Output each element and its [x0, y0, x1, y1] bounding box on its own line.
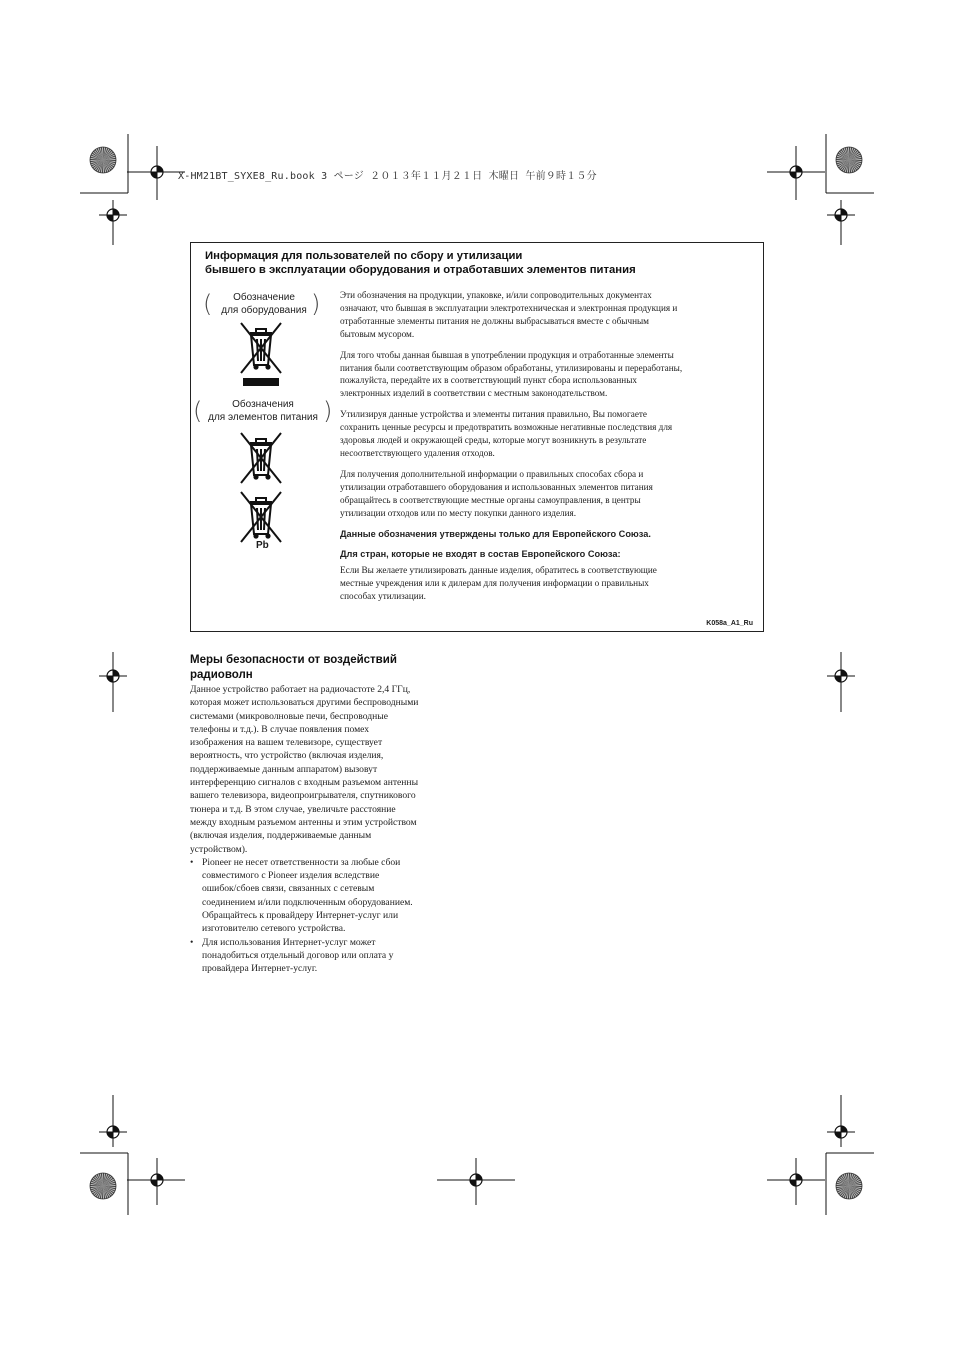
- registration-crosshair-icon: [827, 201, 855, 229]
- disposal-box-title: Информация для пользователей по сбору и утилизации бывшего в эксплуатации оборудования и отработавших элементов питания: [205, 250, 636, 276]
- registration-crosshair-icon: [782, 1166, 810, 1194]
- paragraph: Утилизируя данные устройства и элементы питания правильно, Вы помогаете сохранить ценные ресурсы и предотвратить возможные негативные последствия для здоровья людей и окружающей среды, которые могут возникнуть в результате несоответствующего удаления отходов.: [340, 409, 673, 458]
- non-eu-text: Если Вы желаете утилизировать данные изделия, обратитесь в соответствующие местные учреждения или к дилерам для получения информации о правильных способах утилизации.: [340, 565, 657, 602]
- registration-crosshair-icon: [462, 1166, 490, 1194]
- body-paragraph: Данное устройство работает на радиочастоте 2,4 ГГц, которая может использоваться другими беспроводными системами (микроволновые печи, беспроводные телефоны и т.д.). В случае появления помех изображения на вашем телевизоре, существует вероятность, что устройство (включая изделия, поддерживаемые данным аппаратом) вызовут интерференцию сигналов с входным разъемом антенны вашего телевизора, видеопроигрывателя, спутникового тюнера и т.д. В этом случае, увеличьте расстояние между входным разъемом антенны и этим устройством (включая изделия, поддерживаемые данным устройством).: [190, 684, 419, 855]
- registration-crosshair-icon: [99, 662, 127, 690]
- right-paren: ): [323, 397, 333, 425]
- registration-crosshair-icon: [827, 662, 855, 690]
- color-wheel-icon: [90, 1173, 116, 1199]
- paragraph: Для того чтобы данная бывшая в употреблении продукция и отработанные элементы питания были соответствующим образом обработаны, утилизированы и переработаны, пожалуйста, передайте их в соответствующий пункт сбора использованных электронных изделий в соответствии с местным законодательством.: [340, 349, 683, 399]
- radio-section-body: [190, 683, 460, 976]
- equipment-symbol-caption: Обозначение для оборудования: [221, 292, 307, 316]
- disposal-box-text: [340, 289, 752, 611]
- bullet-item: • Для использования Интернет-услуг может понадобиться отдельный договор или оплата у провайдера Интернет-услуг.: [190, 936, 394, 975]
- section-title: Меры безопасности от воздействий радиоволн: [190, 654, 397, 681]
- pb-label: Pb: [256, 540, 269, 551]
- registration-crosshair-icon: [143, 1166, 171, 1194]
- print-file-info: X-HM21BT_SYXE8_Ru.book 3 ページ ２０１３年１１月２１日 木曜日 午前９時１５分: [178, 171, 597, 182]
- right-paren: ): [311, 290, 321, 318]
- registration-crosshair-icon: [827, 1118, 855, 1146]
- battery-symbol-caption: Обозначения для элементов питания: [208, 399, 318, 423]
- registration-crosshair-icon: [143, 158, 171, 186]
- color-wheel-icon: [836, 1173, 862, 1199]
- eu-note: Данные обозначения утверждены только для Европейского Союза.: [340, 528, 651, 539]
- non-eu-heading: Для стран, которые не входят в состав Европейского Союза:: [340, 549, 621, 560]
- bullet-item: • Pioneer не несет ответственности за любые сбои совместимого с Pioneer изделия вследствие ошибок/сбоев связи, связанных с сетевым соединением и/или подключенным оборудованием. Обращайтесь к провайдеру Интернет-услуг или изготовителю сетевого устройства.: [190, 856, 413, 935]
- paragraph: Эти обозначения на продукции, упаковке, и/или сопроводительных документах означают, что бывшая в эксплуатации электротехническая и электронная продукция и отработанные элементы питания не должны выбрасываться вместе с обычным бытовым мусором.: [340, 290, 678, 339]
- color-wheel-icon: [90, 147, 116, 173]
- bullet-dot: •: [190, 856, 194, 868]
- color-wheel-icon: [836, 147, 862, 173]
- left-paren: (: [203, 290, 213, 318]
- document-code: K058a_A1_Ru: [706, 620, 753, 627]
- registration-crosshair-icon: [782, 158, 810, 186]
- crossed-bin-pb-icon: [237, 490, 285, 546]
- registration-crosshair-icon: [99, 1118, 127, 1146]
- left-paren: (: [193, 397, 203, 425]
- registration-crosshair-icon: [99, 201, 127, 229]
- crossed-bin-with-bar-icon: [237, 321, 285, 389]
- bullet-dot: •: [190, 936, 194, 948]
- paragraph: Для получения дополнительной информации о правильных способах сбора и утилизации отработавшего оборудования и использованных элементов питания обращайтесь в соответствующие местные органы самоуправления, в центры утилизации отходов или по месту покупки данного изделия.: [340, 468, 653, 518]
- disposal-info-box: [190, 242, 764, 632]
- crossed-bin-icon: [237, 431, 285, 487]
